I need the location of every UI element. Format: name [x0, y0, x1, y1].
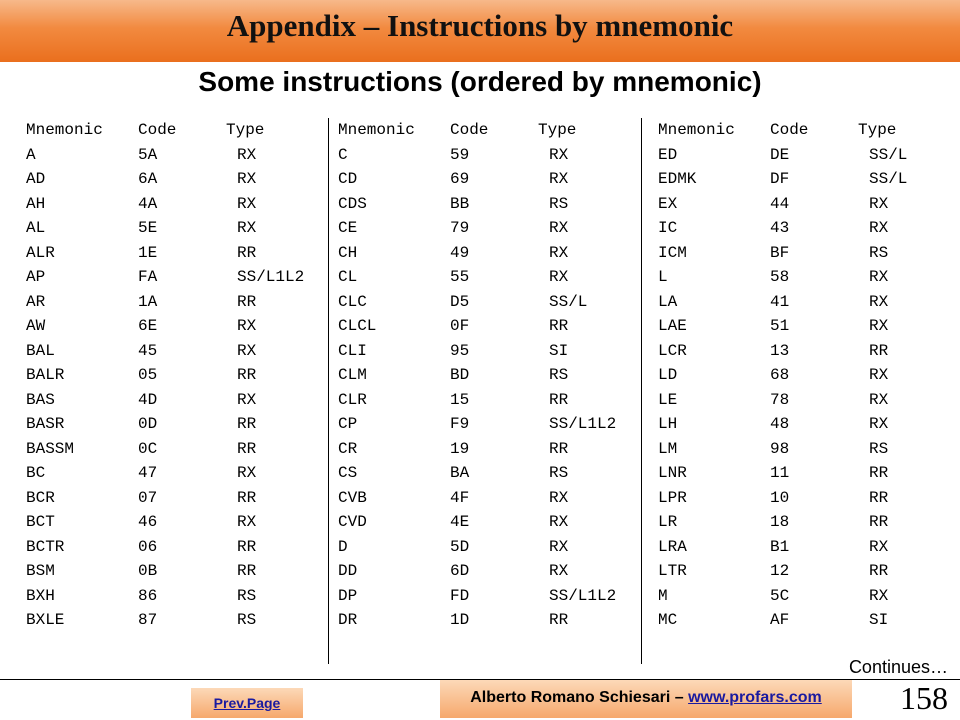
opcode-cell: 87	[138, 611, 158, 629]
type-cell: RR	[237, 243, 257, 262]
header-mnemonic: Mnemonic	[26, 121, 103, 139]
type-cell: RX	[549, 488, 569, 507]
mnemonic-cell: DD	[338, 562, 358, 580]
mnemonic-cell: CDS	[338, 194, 367, 213]
opcode-cell: AF	[770, 611, 790, 629]
opcode-cell: 1E	[138, 243, 158, 262]
opcode-cell: FA	[138, 268, 158, 286]
header-type: Type	[538, 121, 577, 139]
opcode-cell: 18	[770, 513, 790, 531]
type-cell: RX	[237, 341, 257, 360]
mnemonic-cell: CLI	[338, 341, 367, 360]
mnemonic-cell: IC	[658, 219, 678, 237]
mnemonic-cell: L	[658, 268, 668, 286]
mnemonic-cell: BCR	[26, 488, 55, 507]
opcode-cell: 86	[138, 586, 158, 605]
opcode-cell: 58	[770, 268, 790, 286]
type-cell: RR	[237, 415, 257, 433]
mnemonic-cell: CVD	[338, 513, 367, 531]
footer-credit	[440, 680, 852, 718]
type-cell: RS	[237, 611, 257, 629]
opcode-cell: 1D	[450, 611, 470, 629]
column-divider	[328, 118, 329, 664]
header-code: Code	[770, 121, 809, 139]
page-number: 158	[900, 680, 948, 716]
type-cell: RR	[237, 562, 257, 580]
opcode-cell: 98	[770, 439, 790, 458]
opcode-cell: 95	[450, 341, 470, 360]
mnemonic-cell: CLCL	[338, 317, 377, 335]
mnemonic-cell: AR	[26, 292, 46, 311]
opcode-cell: BD	[450, 366, 470, 384]
type-cell: RX	[237, 219, 257, 237]
opcode-cell: 07	[138, 488, 158, 507]
mnemonic-cell: BC	[26, 464, 46, 482]
mnemonic-cell: BAS	[26, 390, 55, 409]
mnemonic-cell: LPR	[658, 488, 687, 507]
header-mnemonic: Mnemonic	[658, 121, 735, 139]
mnemonic-cell: D	[338, 537, 348, 556]
opcode-cell: 05	[138, 366, 158, 384]
opcode-cell: 46	[138, 513, 158, 531]
type-cell: RX	[549, 513, 569, 531]
type-cell: RR	[869, 341, 889, 360]
type-cell: RX	[869, 366, 889, 384]
type-cell: RR	[549, 439, 569, 458]
page-title: Appendix – Instructions by mnemonic	[226, 8, 734, 43]
mnemonic-cell: DR	[338, 611, 358, 629]
type-cell: RX	[869, 537, 889, 556]
type-cell: RR	[549, 611, 569, 629]
mnemonic-cell: CLR	[338, 390, 367, 409]
mnemonic-cell: AD	[26, 170, 46, 188]
opcode-cell: 47	[138, 464, 158, 482]
type-cell: RX	[237, 170, 257, 188]
type-cell: RS	[549, 366, 569, 384]
type-cell: RX	[237, 513, 257, 531]
opcode-cell: BF	[770, 243, 790, 262]
opcode-cell: 41	[770, 292, 790, 311]
mnemonic-cell: LRA	[658, 537, 687, 556]
opcode-cell: 78	[770, 390, 790, 409]
type-cell: RX	[869, 317, 889, 335]
opcode-cell: DE	[770, 145, 790, 164]
type-cell: RR	[237, 292, 257, 311]
type-cell: RX	[869, 219, 889, 237]
opcode-cell: 69	[450, 170, 470, 188]
header-code: Code	[138, 121, 177, 139]
opcode-cell: 06	[138, 537, 158, 556]
mnemonic-cell: AW	[26, 317, 46, 335]
opcode-cell: 6D	[450, 562, 470, 580]
type-cell: SS/L	[869, 145, 908, 164]
type-cell: RX	[869, 268, 889, 286]
mnemonic-cell: BCT	[26, 513, 55, 531]
type-cell: RR	[869, 488, 889, 507]
opcode-cell: BB	[450, 194, 470, 213]
mnemonic-cell: LA	[658, 292, 678, 311]
mnemonic-cell: BASSM	[26, 439, 75, 458]
column-divider	[641, 118, 642, 664]
opcode-cell: 13	[770, 341, 790, 360]
type-cell: RX	[869, 415, 889, 433]
author-name: Alberto Romano Schiesari –	[470, 689, 689, 706]
mnemonic-cell: LH	[658, 415, 678, 433]
type-cell: SS/L1L2	[237, 268, 305, 286]
type-cell: SS/L	[549, 292, 588, 311]
type-cell: RR	[237, 366, 257, 384]
opcode-cell: 79	[450, 219, 470, 237]
mnemonic-cell: CLC	[338, 292, 367, 311]
mnemonic-cell: BALR	[26, 366, 65, 384]
opcode-cell: 5A	[138, 145, 158, 164]
mnemonic-cell: BAL	[26, 341, 55, 360]
opcode-cell: 5E	[138, 219, 158, 237]
mnemonic-cell: AP	[26, 268, 46, 286]
type-cell: RR	[549, 317, 569, 335]
mnemonic-cell: EX	[658, 194, 678, 213]
type-cell: RX	[549, 268, 569, 286]
mnemonic-cell: LAE	[658, 317, 687, 335]
type-cell: RX	[237, 317, 257, 335]
opcode-cell: 0B	[138, 562, 158, 580]
opcode-cell: 48	[770, 415, 790, 433]
header-type: Type	[226, 121, 265, 139]
mnemonic-cell: BSM	[26, 562, 55, 580]
opcode-cell: 12	[770, 562, 790, 580]
type-cell: RX	[237, 194, 257, 213]
mnemonic-cell: LCR	[658, 341, 687, 360]
type-cell: RR	[869, 513, 889, 531]
type-cell: SS/L	[869, 170, 908, 188]
mnemonic-cell: BASR	[26, 415, 65, 433]
mnemonic-cell: ALR	[26, 243, 55, 262]
type-cell: RR	[237, 488, 257, 507]
mnemonic-cell: CP	[338, 415, 358, 433]
opcode-cell: 0C	[138, 439, 158, 458]
mnemonic-cell: CH	[338, 243, 358, 262]
mnemonic-cell: ICM	[658, 243, 687, 262]
mnemonic-cell: BXH	[26, 586, 55, 605]
opcode-cell: 59	[450, 145, 470, 164]
opcode-cell: 0F	[450, 317, 470, 335]
header-type: Type	[858, 121, 897, 139]
mnemonic-cell: LR	[658, 513, 678, 531]
opcode-cell: 68	[770, 366, 790, 384]
type-cell: RX	[549, 537, 569, 556]
page-subtitle: Some instructions (ordered by mnemonic)	[198, 66, 762, 97]
opcode-cell: 0D	[138, 415, 158, 433]
type-cell: RX	[237, 390, 257, 409]
opcode-cell: 44	[770, 194, 790, 213]
opcode-cell: 49	[450, 243, 470, 262]
header-mnemonic: Mnemonic	[338, 121, 415, 139]
opcode-cell: DF	[770, 170, 790, 188]
mnemonic-cell: LM	[658, 439, 678, 458]
opcode-cell: B1	[770, 537, 790, 556]
mnemonic-cell: LTR	[658, 562, 687, 580]
title-bar	[0, 0, 960, 62]
continues-label: Continues…	[848, 657, 948, 677]
type-cell: SI	[549, 341, 569, 360]
opcode-cell: 4F	[450, 488, 470, 507]
type-cell: RS	[869, 243, 889, 262]
type-cell: RR	[237, 537, 257, 556]
mnemonic-cell: CE	[338, 219, 358, 237]
opcode-cell: 5D	[450, 537, 470, 556]
mnemonic-cell: CR	[338, 439, 358, 458]
type-cell: RX	[549, 562, 569, 580]
mnemonic-cell: LNR	[658, 464, 687, 482]
type-cell: RX	[549, 170, 569, 188]
opcode-cell: 19	[450, 439, 470, 458]
opcode-cell: 10	[770, 488, 790, 507]
mnemonic-cell: DP	[338, 586, 358, 605]
mnemonic-cell: CL	[338, 268, 358, 286]
type-cell: RX	[237, 464, 257, 482]
mnemonic-cell: BCTR	[26, 537, 65, 556]
opcode-cell: D5	[450, 292, 470, 311]
type-cell: RS	[869, 439, 889, 458]
mnemonic-cell: MC	[658, 611, 678, 629]
type-cell: RR	[869, 562, 889, 580]
opcode-cell: 4A	[138, 194, 158, 213]
type-cell: RR	[549, 390, 569, 409]
opcode-cell: 4E	[450, 513, 470, 531]
mnemonic-cell: BXLE	[26, 611, 65, 629]
opcode-cell: 45	[138, 341, 158, 360]
type-cell: RS	[549, 464, 569, 482]
type-cell: SI	[869, 611, 889, 629]
type-cell: SS/L1L2	[549, 586, 617, 605]
type-cell: RR	[869, 464, 889, 482]
type-cell: SS/L1L2	[549, 415, 617, 433]
type-cell: RS	[237, 586, 257, 605]
opcode-cell: 51	[770, 317, 790, 335]
opcode-cell: F9	[450, 415, 470, 433]
mnemonic-cell: A	[26, 145, 36, 164]
type-cell: RS	[549, 194, 569, 213]
mnemonic-cell: AL	[26, 219, 46, 237]
type-cell: RX	[869, 586, 889, 605]
type-cell: RX	[549, 145, 569, 164]
opcode-cell: 4D	[138, 390, 158, 409]
opcode-cell: 5C	[770, 586, 790, 605]
header-code: Code	[450, 121, 489, 139]
mnemonic-cell: M	[658, 586, 668, 605]
opcode-cell: 15	[450, 390, 470, 409]
type-cell: RX	[869, 292, 889, 311]
mnemonic-cell: C	[338, 145, 348, 164]
mnemonic-cell: CVB	[338, 488, 367, 507]
mnemonic-cell: CLM	[338, 366, 367, 384]
mnemonic-cell: LE	[658, 390, 678, 409]
mnemonic-cell: AH	[26, 194, 46, 213]
opcode-cell: 11	[770, 464, 790, 482]
mnemonic-cell: EDMK	[658, 170, 697, 188]
prev-page-button[interactable]: Prev.Page	[191, 688, 303, 718]
type-cell: RX	[549, 243, 569, 262]
type-cell: RR	[237, 439, 257, 458]
opcode-cell: BA	[450, 464, 470, 482]
type-cell: RX	[237, 145, 257, 164]
type-cell: RX	[549, 219, 569, 237]
opcode-cell: 6A	[138, 170, 158, 188]
opcode-cell: 1A	[138, 292, 158, 311]
opcode-cell: FD	[450, 586, 470, 605]
type-cell: RX	[869, 390, 889, 409]
opcode-cell: 43	[770, 219, 790, 237]
mnemonic-cell: LD	[658, 366, 678, 384]
type-cell: RX	[869, 194, 889, 213]
opcode-cell: 55	[450, 268, 470, 286]
mnemonic-cell: CS	[338, 464, 358, 482]
mnemonic-cell: ED	[658, 145, 678, 164]
mnemonic-cell: CD	[338, 170, 358, 188]
opcode-cell: 6E	[138, 317, 158, 335]
website-link[interactable]: www.profars.com	[688, 689, 822, 706]
